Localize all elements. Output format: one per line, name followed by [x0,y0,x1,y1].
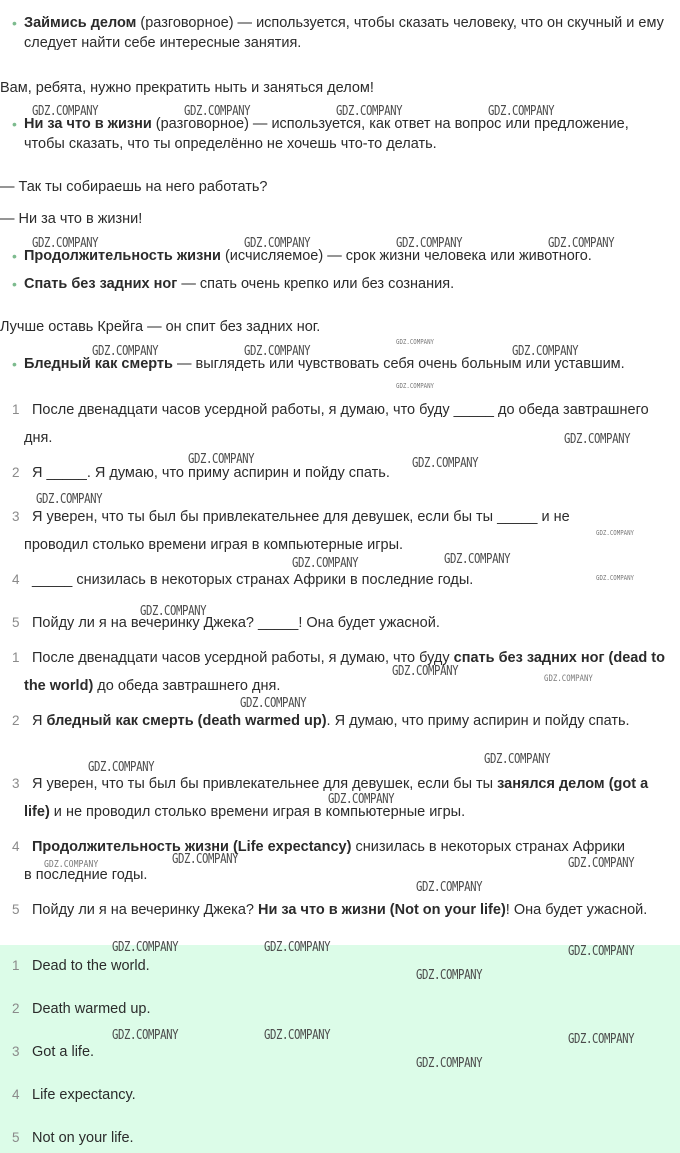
watermark: GDZ.COMPANY [484,752,551,767]
watermark: GDZ.COMPANY [172,852,239,867]
watermark: GDZ.COMPANY [568,1032,635,1047]
watermark: GDZ.COMPANY [184,104,251,119]
watermark: GDZ.COMPANY [244,236,311,251]
item-text: После двенадцати часов усердной работы, я думаю, что буду спать без задних ног (dead to the world) до обеда завтрашнего дня. [24,650,665,694]
watermark: GDZ.COMPANY [488,104,555,119]
definition-term: Продолжительность жизни [24,248,221,264]
item-number: 5 [12,615,20,630]
item-text: После двенадцати часов усердной работы, я думаю, что буду _____ до обеда завтрашнего дня. [24,402,649,446]
watermark: GDZ.COMPANY [112,1028,179,1043]
item-text: Продолжительность жизни (Life expectancy) снизилась в некоторых странах Африки в последние годы. [24,839,626,883]
item-number: 2 [12,465,20,480]
watermark: GDZ.COMPANY [416,968,483,983]
item-text: Я _____. Я думаю, что приму аспирин и пойду спать. [32,465,390,481]
watermark: GDZ.COMPANY [396,382,435,390]
item-number: 5 [12,902,20,917]
definition-term: Займись делом [24,15,137,31]
definition-text: (разговорное) — используется, чтобы сказать человеку, что он скучный и ему следует найти себе интересные занятия. [24,15,664,51]
item-text: Пойду ли я на вечеринку Джека? Ни за что в жизни (Not on your life)! Она будет ужасной. [32,902,648,918]
watermark: GDZ.COMPANY [416,1056,483,1071]
watermark: GDZ.COMPANY [412,456,479,471]
answer-text: Death warmed up. [32,1001,151,1017]
definition-text: — спать очень крепко или без сознания. [177,276,455,292]
answer-highlight: занялся делом (got a life) [24,776,649,820]
watermark: GDZ.COMPANY [596,529,635,537]
item-number: 2 [12,713,20,728]
watermark: GDZ.COMPANY [264,1028,331,1043]
definition-term: Бледный как смерть [24,356,173,372]
item-number: 3 [12,1044,20,1059]
answer-highlight: бледный как смерть (death warmed up) [46,713,327,729]
watermark: GDZ.COMPANY [596,574,635,582]
item-text: _____ снизилась в некоторых странах Африки в последние годы. [32,572,474,588]
watermark: GDZ.COMPANY [112,940,179,955]
watermark: GDZ.COMPANY [392,664,459,679]
answer-highlight: Ни за что в жизни (Not on your life) [258,902,506,918]
watermark: GDZ.COMPANY [512,344,579,359]
watermark: GDZ.COMPANY [416,880,483,895]
definition-term: Ни за что в жизни [24,116,152,132]
watermark: GDZ.COMPANY [92,344,159,359]
item-number: 4 [12,572,20,587]
watermark: GDZ.COMPANY [396,338,435,346]
watermark: GDZ.COMPANY [188,452,255,467]
example-sentence: Лучше оставь Крейга — он спит без задних ног. [0,319,321,335]
answer-text: Not on your life. [32,1130,134,1146]
item-number: 2 [12,1001,20,1016]
item-number: 3 [12,776,20,791]
example-sentence: — Так ты собираешь на него работать? [0,179,268,195]
watermark: GDZ.COMPANY [328,792,395,807]
watermark: GDZ.COMPANY [564,432,631,447]
watermark: GDZ.COMPANY [568,856,635,871]
item-text: Я уверен, что ты был бы привлекательнее для девушек, если бы ты занялся делом (got a life) и не проводил столько времени играя в компьютерные игры. [24,776,649,820]
definition-item [8,274,668,294]
watermark: GDZ.COMPANY [32,104,99,119]
watermark: GDZ.COMPANY [444,552,511,567]
watermark: GDZ.COMPANY [32,236,99,251]
watermark: GDZ.COMPANY [336,104,403,119]
item-number: 3 [12,509,20,524]
definition-item [8,13,668,53]
answer-text: Got a life. [32,1044,95,1060]
definition-text: (исчисляемое) — срок жизни человека или животного. [220,248,592,264]
watermark: GDZ.COMPANY [244,344,311,359]
watermark: GDZ.COMPANY [36,492,103,507]
example-sentence: — Ни за что в жизни! [0,211,143,227]
item-number: 1 [12,402,20,417]
watermark: GDZ.COMPANY [88,760,155,775]
item-number: 1 [12,650,20,665]
watermark: GDZ.COMPANY [264,940,331,955]
item-number: 1 [12,958,20,973]
item-number: 4 [12,839,20,854]
watermark: GDZ.COMPANY [44,859,99,870]
answer-text: Life expectancy. [32,1087,136,1103]
watermark: GDZ.COMPANY [292,556,359,571]
watermark: GDZ.COMPANY [240,696,307,711]
watermark: GDZ.COMPANY [544,674,593,684]
definition-text: — выглядеть или чувствовать себя очень больным или уставшим. [172,356,625,372]
answer-highlight: Продолжительность жизни (Life expectancy) [32,839,352,855]
watermark: GDZ.COMPANY [396,236,463,251]
definition-term: Спать без задних ног [24,276,178,292]
watermark: GDZ.COMPANY [548,236,615,251]
watermark: GDZ.COMPANY [140,604,207,619]
example-sentence: Вам, ребята, нужно прекратить ныть и заняться делом! [0,80,374,96]
item-text: Я бледный как смерть (death warmed up). Я думаю, что приму аспирин и пойду спать. [32,713,630,729]
item-number: 5 [12,1130,20,1145]
watermark: GDZ.COMPANY [568,944,635,959]
answer-highlight: спать без задних ног (dead to the world) [24,650,665,694]
item-text: Я уверен, что ты был бы привлекательнее для девушек, если бы ты _____ и не проводил столько времени играя в компьютерные игры. [24,509,570,553]
item-text: Пойду ли я на вечеринку Джека? _____! Она будет ужасной. [32,615,440,631]
item-number: 4 [12,1087,20,1102]
answer-text: Dead to the world. [32,958,150,974]
definition-text: (разговорное) — используется, как ответ на вопрос или предложение, чтобы сказать, что ты определённо не хочешь что-то делать. [24,116,629,152]
